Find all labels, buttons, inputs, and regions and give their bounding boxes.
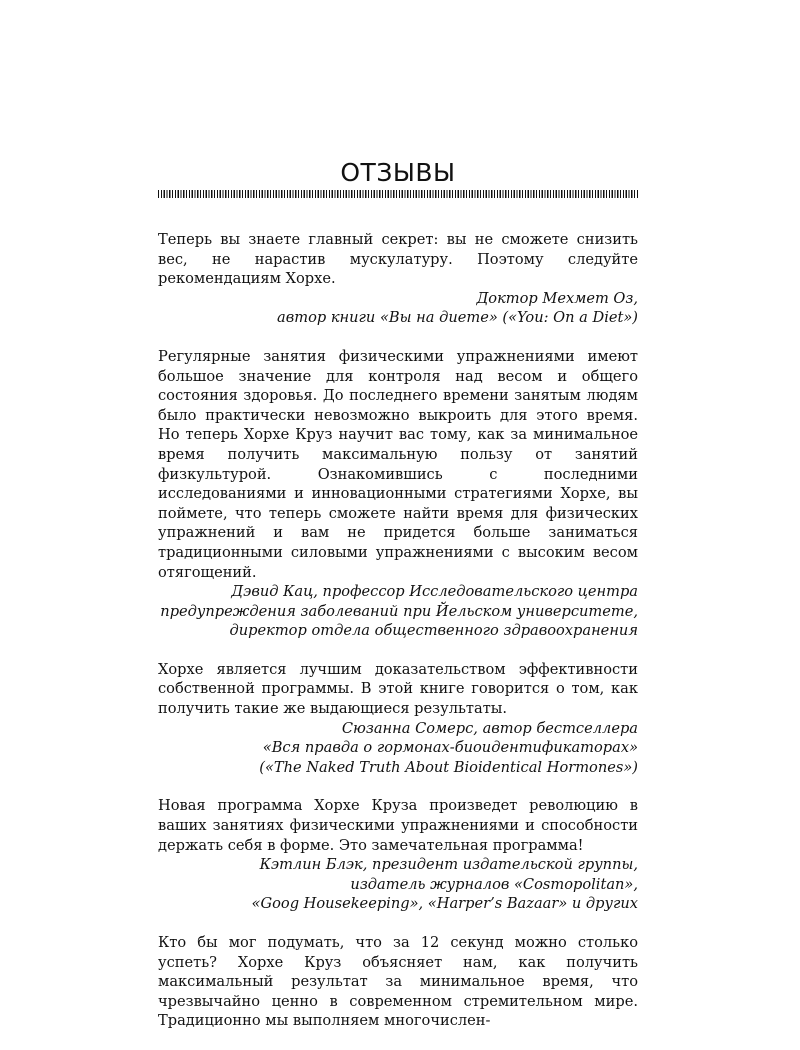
author-line: «Goog Housekeeping», «Harper’s Bazaar» и других: [251, 895, 638, 913]
review-text: Кто бы мог подумать, что за 12 секунд можно столько успеть? Хорхе Круз объясняет нам, как получить максимальный результат за минимальное время, что чрезвычайно ценно в современном стремительном мире. Традиционно мы выполняем многочислен-: [158, 934, 638, 1030]
author-line: Сюзанна Сомерс, автор бестселлера: [341, 719, 638, 737]
review-author: [158, 582, 638, 641]
reviews-list: [158, 230, 638, 1050]
heading-divider: [158, 190, 638, 198]
review-author: [158, 855, 638, 914]
review-text: Регулярные занятия физическими упражнениями имеют большое значение для контроля над весом и общего состояния здоровья. До последнего времени занятым людям было практически невозможно выкроить для этого время. Но теперь Хорхе Круз научит вас тому, как за минимальное время получить максимальную пользу от занятий физкультурой. Ознакомившись с последними исследованиями и инновационными стратегиями Хорхе, вы поймете, что теперь сможете найти время для физических упражнений и вам не придется больше заниматься традиционными силовыми упражнениями с высоким весом отягощений.: [158, 347, 638, 581]
author-line: предупреждения заболеваний при Йельском университете,: [160, 602, 638, 620]
author-line: («The Naked Truth About Bioidentical Hormones»): [259, 758, 638, 776]
author-line: «Вся правда о гормонах-биоидентификаторах»: [262, 739, 638, 757]
review-text: Новая программа Хорхе Круза произведет революцию в ваших занятиях физическими упражнениями и способности держать себя в форме. Это замечательная программа!: [158, 797, 638, 854]
review-item: [158, 347, 638, 641]
review-text: Теперь вы знаете главный секрет: вы не сможете снизить вес, не нарастив мускулатуру. Поэтому следуйте рекомендациям Хорхе.: [158, 231, 638, 288]
author-line: Дэвид Кац, профессор Исследовательского центра: [231, 583, 638, 601]
review-author: [158, 719, 638, 778]
author-line: издатель журналов «Cosmopolitan»,: [350, 875, 638, 893]
author-line: автор книги «Вы на диете» («You: On a Diet»): [277, 309, 638, 327]
page-title: ОТЗЫВЫ: [340, 158, 456, 187]
author-line: Доктор Мехмет Оз,: [476, 289, 638, 307]
author-line: директор отдела общественного здравоохранения: [229, 622, 638, 640]
author-line: Кэтлин Блэк, президент издательской группы,: [259, 856, 638, 874]
review-item: [158, 660, 638, 778]
review-item: [158, 933, 638, 1031]
review-item: [158, 796, 638, 914]
review-text: Хорхе является лучшим доказательством эффективности собственной программы. В этой книге говорится о том, как получить такие же выдающиеся результаты.: [158, 660, 638, 718]
review-item: [158, 230, 638, 328]
review-author: [158, 289, 638, 328]
